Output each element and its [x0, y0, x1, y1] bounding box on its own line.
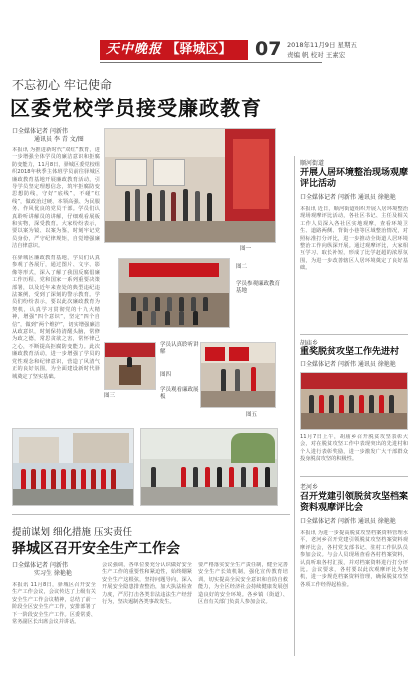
right-a2-byline: 口全媒体记者 闫新伟 通讯员 徐艳艳	[300, 361, 396, 368]
lead-byline-contributor: 通讯员 李 青 文/图	[34, 136, 84, 143]
right-a2-title: 重奖脱贫攻坚工作先进村	[300, 347, 400, 357]
bottom-byline-reporter: 口全媒体记者 闫新伟	[12, 562, 68, 569]
caption-fig3-body: 学员认真聆听讲解	[160, 342, 199, 355]
lead-body-col2: 在驿城区廉政教育基地，学员们认真参观了各展厅，通过图片、文字、影像等形式，深入了解了我国反腐倡廉工作历程、党和国家一系列重要决策部署，以及近年来查处的典型违纪违法案例，受到了深刻的警示教育。学员们纷纷表示，要以此次廉政教育为契机，认真学习贯彻党的十九大精神，增强“四个意识”，坚定“四个自信”，做到“两个维护”，切实增强廉洁从政意识，时刻保持清醒头脑，常修为政之德，常思贪欲之害，常怀律己之心，不断提高拒腐防变能力。此次廉政教育活动，进一步增强了学员的党性观念和纪律意识，营造了风清气正的良好氛围，为全面建设新时代驿城奠定了坚实基础。	[12, 255, 100, 380]
photo-display-room	[200, 342, 276, 408]
issue-date: 2018年11月9日 星期五	[287, 41, 358, 49]
bottom-body-col3: 要严格落实安全生产责任制，健全完善安全生产长效机制，强化宣传教育培训，切实提高全民安全意识和自防自救能力，为全区经济社会持续健康发展创造良好的安全环境。各乡镇（街道）、区直有关部门负责人参加会议。	[198, 562, 288, 606]
bottom-headline: 驿城区召开安全生产工作会	[12, 541, 180, 557]
caption-fig4	[160, 372, 200, 401]
caption-fig2	[236, 264, 280, 295]
caption-fig3	[104, 393, 158, 400]
right-separator-2	[300, 476, 408, 477]
right-a1-byline: 口全媒体记者 闫新伟 通讯员 徐艳艳	[300, 194, 396, 201]
right-a3-kicker: 老河乡	[300, 484, 319, 491]
editor-credits: 责编 帆 校对 王素宏	[287, 51, 346, 59]
right-separator-1	[300, 334, 408, 335]
right-a1-body: 本报讯 近日，顺河街道组织开展人居环境整治现场观摩评比活动，各社区书记、主任及相关工作人员深入各社区实地观摩，查看环境卫生、道路两侧、背街小巷等区域整治情况，对照标准打分评比，进一步推动全街道人居环境整治工作向纵深开展。通过观摩评比，大家相互学习、取长补短，形成了比学赶超的浓厚氛围，为进一步改善辖区人居环境奠定了良好基础。	[300, 206, 408, 272]
lead-kicker: 不忘初心 牢记使命	[12, 78, 112, 92]
caption-fig1: 图一	[240, 246, 252, 252]
lead-byline	[12, 128, 84, 144]
lead-byline-reporter: 口全媒体记者 闫新伟	[12, 128, 68, 135]
masthead-rule	[100, 62, 322, 63]
masthead-meta	[287, 40, 357, 60]
photo-exhibition-hall	[104, 128, 276, 243]
bottom-byline	[12, 562, 72, 578]
right-a3-byline: 口全媒体记者 闫新伟 通讯员 徐艳艳	[300, 518, 396, 525]
caption-fig4-label: 图四	[160, 372, 172, 378]
caption-fig2-label: 图二	[236, 264, 248, 270]
right-a1-kicker: 顺河街道	[300, 160, 325, 167]
section-name: 【驿城区】	[166, 42, 232, 57]
right-a3-body: 本报讯 为进一步提高脱贫攻坚档案资料管理水平，老河乡召开党建引领脱贫攻坚档案资料观摩评比会，各村党支部书记、驻村工作队队员参加会议。与会人员现场查看各村档案资料，认真听取各村汇报，并对档案资料进行打分评比。会议要求，各村要以此次观摩评比为契机，进一步规范档案资料管理，确保脱贫攻坚各项工作经得起检验。	[300, 530, 408, 588]
section-banner	[100, 40, 248, 60]
bottom-subtitle: 提前谋划 细化措施 压实责任	[12, 527, 133, 538]
lead-headline: 区委党校学员接受廉政教育	[10, 96, 262, 120]
photo-group-outdoor	[12, 428, 134, 506]
bottom-body-col2: 会议强调，各单位要充分认识做好安全生产工作的重要性和紧迫性，始终绷紧安全生产这根弦，坚持问题导向，深入开展安全隐患排查整治，加大执法检查力度，严厉打击各类非法违法生产经营行为，坚决遏制各类事故发生。	[102, 562, 192, 606]
bottom-body-col1: 本报讯 11月8日，驿城区召开安全生产工作会议，会议传达了上级有关安全生产工作会议精神，总结了前一阶段全区安全生产工作，安排部署了下一阶段安全生产工作。区委常委、常务副区长出席会议并讲话。	[12, 582, 96, 626]
caption-fig2-text: 学员参观廉政教育基地	[236, 281, 281, 294]
caption-fig3-label: 图三	[104, 393, 116, 399]
photo-podium	[104, 342, 156, 390]
bottom-byline-intern: 实习生 徐艳艳	[34, 570, 72, 577]
right-a2-kicker: 胡庙乡	[300, 340, 319, 347]
caption-fig5: 图五	[246, 412, 258, 418]
photo-award-ceremony	[300, 372, 408, 430]
right-a3-title: 召开党建引领脱贫攻坚档案资料观摩评比会	[300, 492, 409, 513]
right-a2-caption: 11月7日上午，胡庙乡召开脱贫攻坚表彰大会，对在脱贫攻坚工作中表现突出的先进村和个人进行表彰奖励，进一步激发广大干部群众投身脱贫攻坚的积极性。	[300, 434, 408, 463]
photo-classroom	[118, 258, 230, 328]
newspaper-brand: 天中晚报	[106, 42, 163, 57]
photo-courtyard	[140, 428, 278, 506]
right-a1-title: 开展人居环境整治现场观摩评比活动	[300, 168, 409, 189]
masthead	[0, 0, 415, 70]
section-separator	[12, 514, 290, 515]
column-separator	[294, 156, 295, 656]
lead-body-col1: 本报讯 为推进新时代“双红”教育，进一步增强全体学员的廉洁意识和拒腐防变能力，11月8日，驿城区委党校组织2018年秋季主体班学员前往驿城区廉政教育基地开展廉政教育活动，引导学员坚定理想信念，筑牢拒腐防变思想防线，守好“底线”，不碰“红线”，做政治过硬、本领高强、为民服务、作风优良的党员干部。学员们认真聆听讲解员的讲解，仔细观看展板和实物，深受教育。大家纷纷表示，要以案为镜、以案为鉴，时刻牢记党员身份，严守纪律规矩，自觉增强廉洁自律意识。	[12, 147, 100, 250]
page-number: 07	[255, 38, 282, 60]
caption-fig4-text: 学员观看廉政展板	[160, 387, 199, 400]
